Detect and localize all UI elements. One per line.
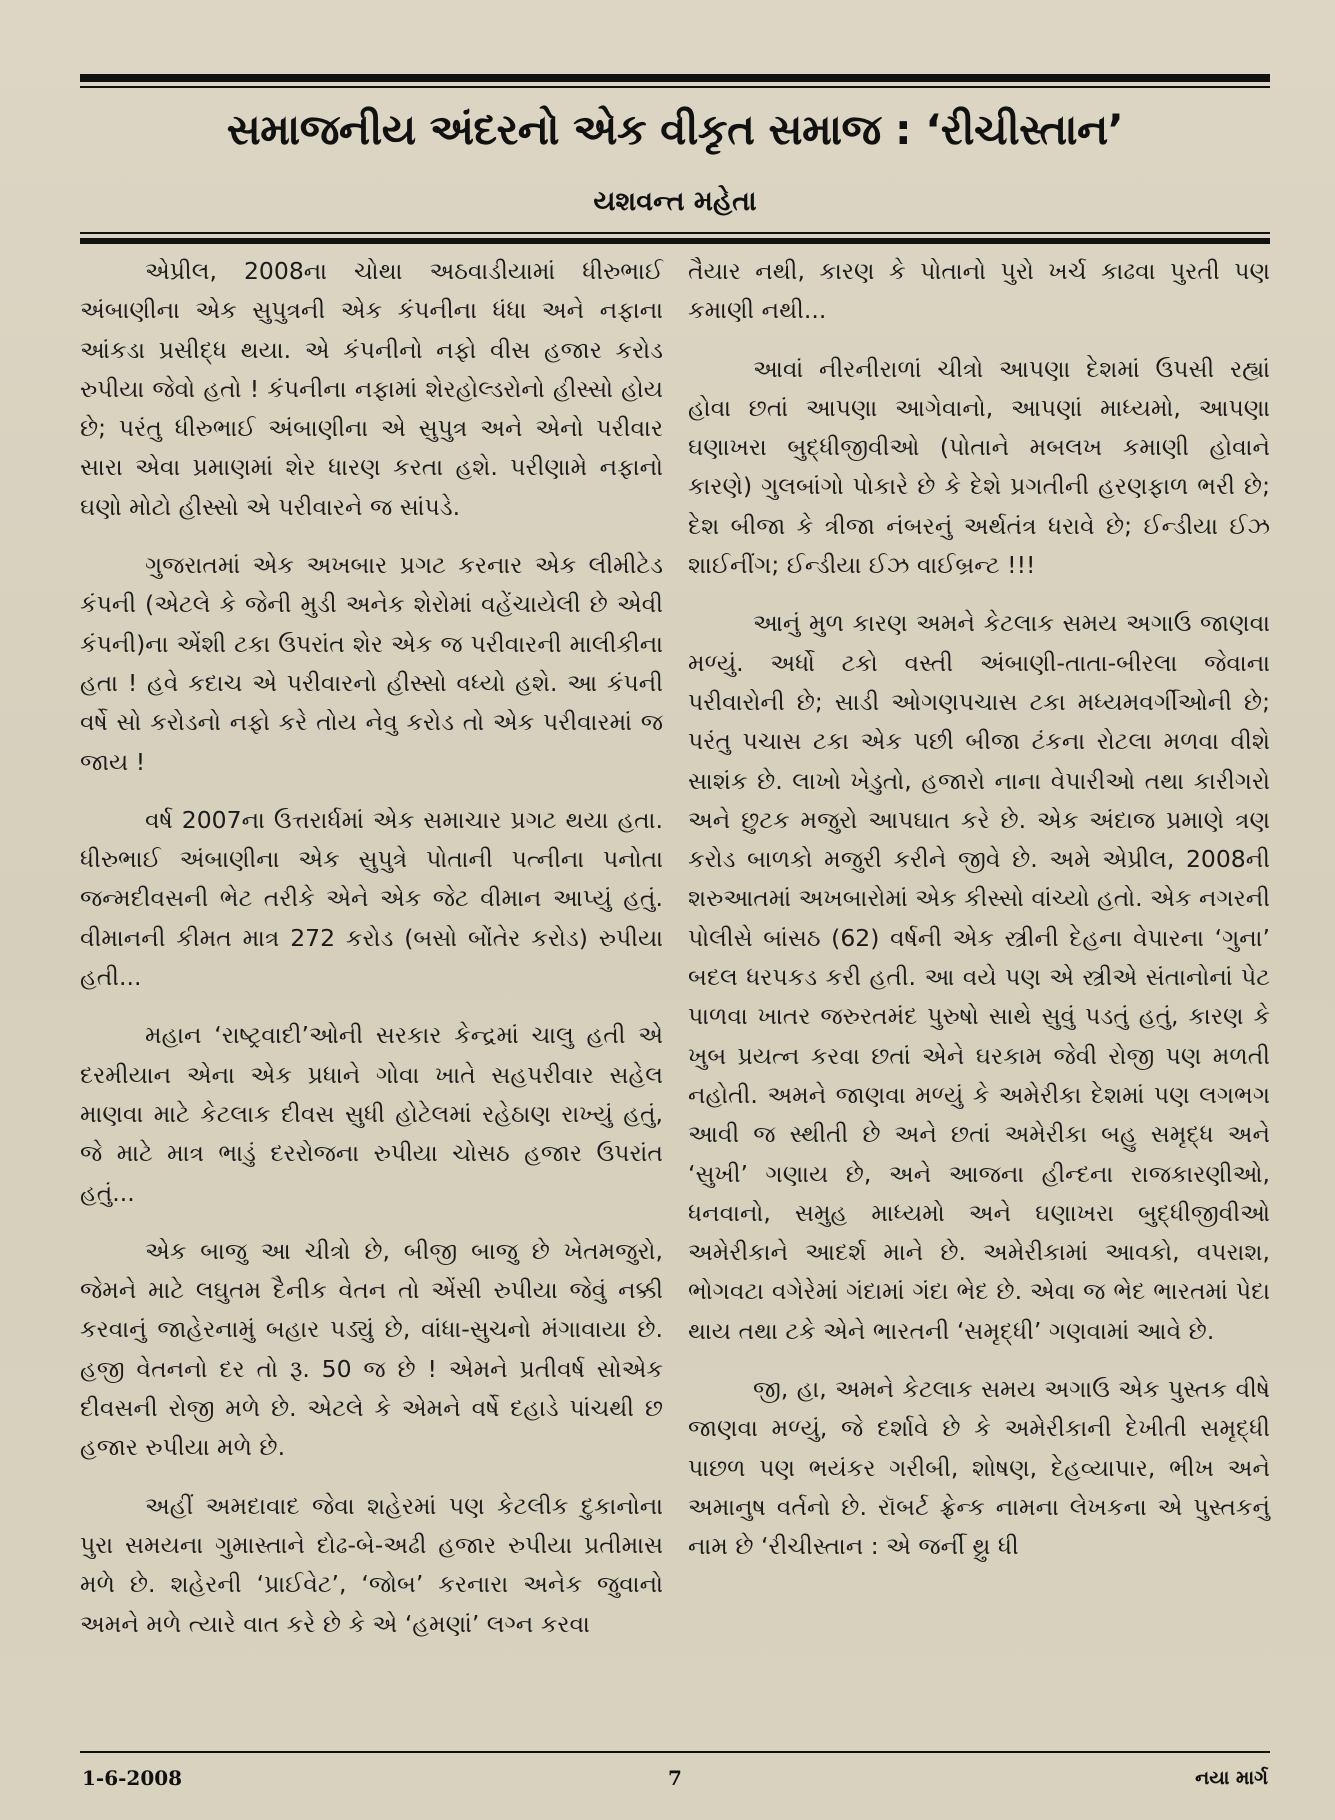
body-paragraph: જી, હા, અમને કેટલાક સમય અગાઉ એક પુસ્તક વીષે જાણવા મળ્યું, જે દર્શાવે છે કે અમેરીકાની દેખીતી સમૃદ્ધી પાછળ પણ ભયંકર ગરીબી, શોષણ, દેહવ્યાપાર, ભીખ અને અમાનુષ વર્તનો છે. રૉબર્ટ ફ્રેન્ક નામના લેખકના એ પુસ્તકનું નામ છે ‘રીચીસ્તાન : એ જર્ની થ્રુ ધી bbox=[688, 1375, 1270, 1561]
top-thick-rule bbox=[80, 74, 1270, 82]
body-paragraph: ગુજરાતમાં એક અખબાર પ્રગટ કરનાર એક લીમીટેડ કંપની (એટલે કે જેની મુડી અનેક શેરોમાં વહેંચાયેલી છે એવી કંપની)ના એંશી ટકા ઉપરાંત શેર એક જ પરીવારની માલીકીના હતા ! હવે કદાચ એ પરીવારનો હીસ્સો વધ્યો હશે. આ કંપની વર્ષે સો કરોડનો નફો કરે તોય નેવુ કરોડ તો એક પરીવારમાં જ જાય ! bbox=[80, 551, 663, 776]
top-thin-rule bbox=[80, 86, 1270, 88]
body-paragraph: મહાન ‘રાષ્ટ્રવાદી’ઓની સરકાર કેન્દ્રમાં ચાલુ હતી એ દરમીયાન એના એક પ્રધાને ગોવા ખાતે સહપરીવાર સહેલ માણવા માટે કેટલાક દીવસ સુધી હોટેલમાં રહેઠાણ રાખ્યું હતું, જે માટે માત્ર ભાડું દરરોજના રુપીયા ચોસઠ હજાર ઉપરાંત હતું... bbox=[80, 1021, 663, 1207]
body-paragraph-continuation: તૈયાર નથી, કારણ કે પોતાનો પુરો ખર્ચ કાઢવા પુરતી પણ કમાણી નથી... bbox=[688, 257, 1270, 325]
left-column bbox=[80, 252, 663, 1663]
publication-name: નયા માર્ગ bbox=[1195, 1767, 1268, 1789]
body-paragraph: અહીં અમદાવાદ જેવા શહેરમાં પણ કેટલીક દુકાનોના પુરા સમયના ગુમાસ્તાને દોઢ-બે-અઢી હજાર રુપીયા પ્રતીમાસ મળે છે. શહેરની ‘પ્રાઈવેટ’, ‘જોબ’ કરનારા અનેક જુવાનો અમને મળે ત્યારે વાત કરે છે કે એ ‘હમણાં’ લગ્ન કરવા bbox=[80, 1491, 663, 1638]
body-paragraph: એક બાજુ આ ચીત્રો છે, બીજી બાજુ છે ખેતમજુરો, જેમને માટે લઘુતમ દૈનીક વેતન તો એંસી રુપીયા જેવું નક્કી કરવાનું જાહેરનામું બહાર પડ્યું છે, વાંધા-સુચનો મંગાવાયા છે. હજી વેતનનો દર તો રૂ. 50 જ છે ! એમને પ્રતીવર્ષ સોએક દીવસની રોજી મળે છે. એટલે કે એમને વર્ષે દહાડે પાંચથી છ હજાર રુપીયા મળે છે. bbox=[80, 1236, 663, 1462]
footer-rule bbox=[80, 1751, 1270, 1753]
body-paragraph: આવાં નીરનીરાળાં ચીત્રો આપણા દેશમાં ઉપસી રહ્યાં હોવા છતાં આપણા આગેવાનો, આપણાં માધ્યમો, આપણા ઘણાખરા બુદ્ધીજીવીઓ (પોતાને મબલખ કમાણી હોવાને કારણે) ગુલબાંગો પોકારે છે કે દેશે પ્રગતીની હરણફાળ ભરી છે; દેશ બીજા કે ત્રીજા નંબરનું અર્થતંત્ર ધરાવે છે; ઈન્ડીયા ઈઝ શાઈનીંગ; ઈન્ડીયા ઈઝ વાઈબ્રન્ટ !!! bbox=[688, 354, 1270, 580]
page-number: 7 bbox=[668, 1766, 682, 1790]
body-paragraph: એપ્રીલ, 2008ના ચોથા અઠવાડીયામાં ધીરુભાઈ અંબાણીના એક સુપુત્રની એક કંપનીના ધંધા અને નફાના આંકડા પ્રસીદ્ધ થયા. એ કંપનીનો નફો વીસ હજાર કરોડ રુપીયા જેવો હતો ! કંપનીના નફામાં શેરહોલ્ડરોનો હીસ્સો હોય છે; પરંતુ ધીરુભાઈ અંબાણીના એ સુપુત્ર અને એનો પરીવાર સારા એવા પ્રમાણમાં શેર ધારણ કરતા હશે. પરીણામે નફાનો ઘણો મોટો હીસ્સો એ પરીવારને જ સાંપડે. bbox=[80, 257, 663, 521]
right-column bbox=[688, 252, 1270, 1586]
header-thick-rule bbox=[80, 238, 1270, 244]
issue-date: 1-6-2008 bbox=[82, 1766, 183, 1790]
article-author: યશવન્ત મહેતા bbox=[593, 186, 757, 217]
body-paragraph: વર્ષ 2007ના ઉત્તરાર્ધમાં એક સમાચાર પ્રગટ થયા હતા. ધીરુભાઈ અંબાણીના એક સુપુત્રે પોતાની પત્નીના પનોતા જન્મદીવસની ભેટ તરીકે એને એક જેટ વીમાન આપ્યું હતું. વીમાનની કીમત માત્ર 272 કરોડ (બસો બોંતેર કરોડ) રુપીયા હતી... bbox=[80, 805, 663, 992]
article-title: સમાજનીય અંદરનો એક વીકૃત સમાજ : ‘રીચીસ્તાન’ bbox=[226, 105, 1124, 154]
header-thin-rule bbox=[80, 232, 1270, 234]
body-paragraph: આનું મુળ કારણ અમને કેટલાક સમય અગાઉ જાણવા મળ્યું. અર્ધો ટકો વસ્તી અંબાણી-તાતા-બીરલા જેવાના પરીવારોની છે; સાડી ઓગણપચાસ ટકા મધ્યમવર્ગીઓની છે; પરંતુ પચાસ ટકા એક પછી બીજા ટંકના રોટલા મળવા વીશે સાશંક છે. લાખો ખેડુતો, હજારો નાના વેપારીઓ તથા કારીગરો અને છુટક મજુરો આપઘાત કરે છે. એક અંદાજ પ્રમાણે ત્રણ કરોડ બાળકો મજુરી કરીને જીવે છે. અમે એપ્રીલ, 2008ની શરુઆતમાં અખબારોમાં એક કીસ્સો વાંચ્યો હતો. એક નગરની પોલીસે બાંસઠ (62) વર્ષની એક સ્ત્રીની દેહના વેપારના ‘ગુના’ બદલ ધરપકડ કરી હતી. આ વયે પણ એ સ્ત્રીએ સંતાનોનાં પેટ પાળવા ખાતર જરુરતમંદ પુરુષો સાથે સુવું પડતું હતું, કારણ કે ખુબ પ્રયત્ન કરવા છતાં એને ઘરકામ જેવી રોજી પણ મળતી નહોતી. અમને જાણવા મળ્યું કે અમેરીકા દેશમાં પણ લગભગ આવી જ સ્થીતી છે અને છતાં અમેરીકા બહુ સમૃદ્ધ અને ‘સુખી’ ગણાય છે, અને આજના હીન્દના રાજકારણીઓ, ધનવાનો, સમુહ માધ્યમો અને ઘણાખરા બુદ્ધીજીવીઓ અમેરીકાને આદર્શ માને છે. અમેરીકામાં આવકો, વપરાશ, ભોગવટા વગેરેમાં ગંદામાં ગંદા ભેદ છે. એવા જ ભેદ ભારતમાં પેદા થાય તથા ટકે એને ભારતની ‘સમૃદ્ધી’ ગણવામાં આવે છે. bbox=[688, 609, 1270, 1345]
